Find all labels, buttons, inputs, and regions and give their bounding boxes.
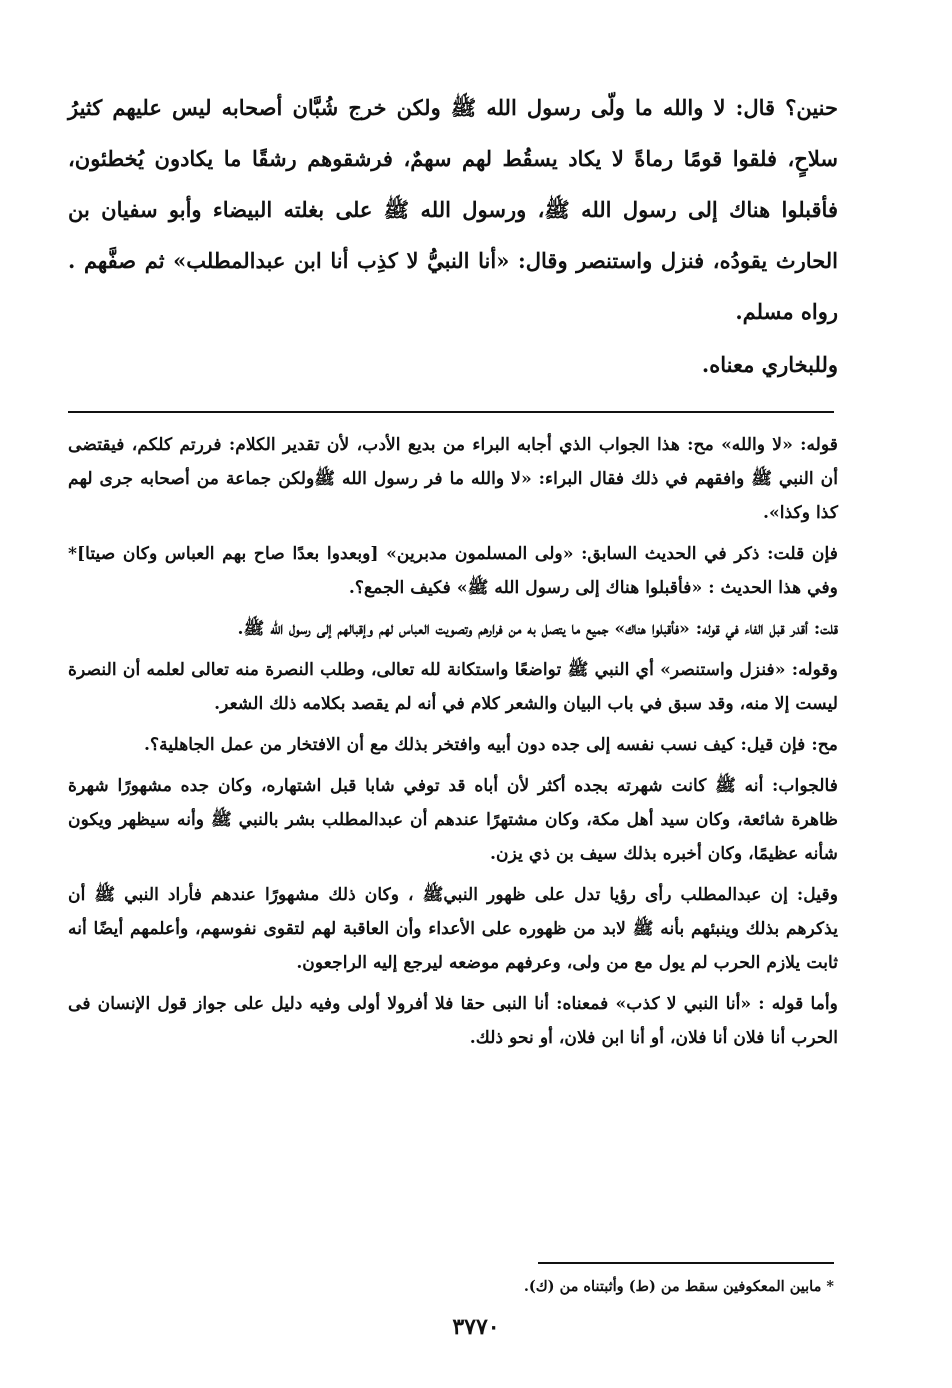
hadith-paragraph: حنين؟ قال: لا والله ما ولّى رسول الله ﷺ ولكن خرج شُبَّان أصحابه ليس عليهم كثيرُ سلاحٍ، فلقوا قومًا رماةً لا يكاد يسقُط لهم سهمٌ، فرشقوهم رشقًا ما يكادون يُخطئون، فأقبلوا هناك إلى رسول الله ﷺ، ورسول الله ﷺ على بغلته البيضاء وأبو سفيان بن الحارث يقودُه، فنزل واستنصر وقال: «أنا النبيُّ لا كذِب أنا ابن عبدالمطلب» ثم صفَّهم . رواه مسلم.: [68, 95, 838, 324]
commentary-paragraph: فالجواب: أنه ﷺ كانت شهرته بجده أكثر لأن أباه قد توفي شابا قبل اشتهاره، وكان جده مشهورًا شهرة ظاهرة شائعة، وكان سيد أهل مكة، وكان مشتهرًا عندهم أن عبدالمطلب بشر بالنبي ﷺ وأنه سيظهر ويكون شأنه عظيمًا، وكان أخبره بذلك سيف بن ذي يزن.: [68, 776, 838, 864]
commentary-paragraph: وقيل: إن عبدالمطلب رأى رؤيا تدل على ظهور النبيﷺ ، وكان ذلك مشهورًا عندهم فأراد النبي ﷺ أن يذكرهم بذلك وينبئهم بأنه ﷺ لابد من ظهوره على الأعداء وأن العاقبة لهم لتقوى نفوسهم، وأعلمهم أيضًا أنه ثابت يلازم الحرب لم يول مع من ولى، وعرفهم موضعه ليرجع إليه الراجعون.: [68, 885, 838, 973]
commentary-paragraph: وأما قوله : «أنا النبي لا كذب» فمعناه: أنا النبى حقا فلا أفرولا أولى وفيه دليل على جواز قول الإنسان فى الحرب أنا فلان أنا فلان، أو أنا ابن فلان، أو نحو ذلك.: [68, 994, 838, 1048]
commentary-section: [68, 428, 838, 1062]
hadith-closing-note: وللبخاري معناه.: [701, 352, 838, 377]
page-number: ٣٧٧٠: [452, 1314, 500, 1340]
footnote-divider: [538, 1262, 834, 1264]
hadith-text: [68, 82, 838, 390]
commentary-paragraph: مح: فإن قيل: كيف نسب نفسه إلى جده دون أبيه وافتخر بذلك مع أن الافتخار من عمل الجاهلية؟.: [144, 735, 838, 755]
commentary-paragraph: فإن قلت: ذكر في الحديث السابق: «ولى المسلمون مدبرين» [وبعدوا بعدًا صاح بهم العباس وكان صيتا]* وفي هذا الحديث : «فأقبلوا هناك إلى رسول الله ﷺ» فكيف الجمع؟.: [68, 544, 838, 598]
commentary-paragraph: وقوله: «فنزل واستنصر» أي النبي ﷺ تواضعًا واستكانة لله تعالى، وطلب النصرة منه تعالى لعلمه أن النصرة ليست إلا منه، وقد سبق في باب البيان والشعر كلام في أنه لم يقصد بكلامه ذلك الشعر.: [68, 660, 838, 714]
commentary-paragraph: قوله: «لا والله» مح: هذا الجواب الذي أجابه البراء من بديع الأدب، لأن تقدير الكلام: فررتم كلكم، فيقتضى أن النبي ﷺ وافقهم في ذلك فقال البراء: «لا والله ما فر رسول الله ﷺولكن جماعة من أصحابه جرى لهم كذا وكذا».: [68, 435, 838, 523]
section-divider: [68, 411, 834, 413]
footnote: * مابين المعكوفين سقط من (ط) وأثبتناه من (ك).: [523, 1278, 834, 1295]
commentary-paragraph: قلت: أقدر قبل الفاء في قوله: «فأقبلوا هناك» جميع ما يتصل به من فرارهم وتصويت العباس لهم وإقبالهم إلى رسول الله ﷺ.: [237, 619, 838, 639]
